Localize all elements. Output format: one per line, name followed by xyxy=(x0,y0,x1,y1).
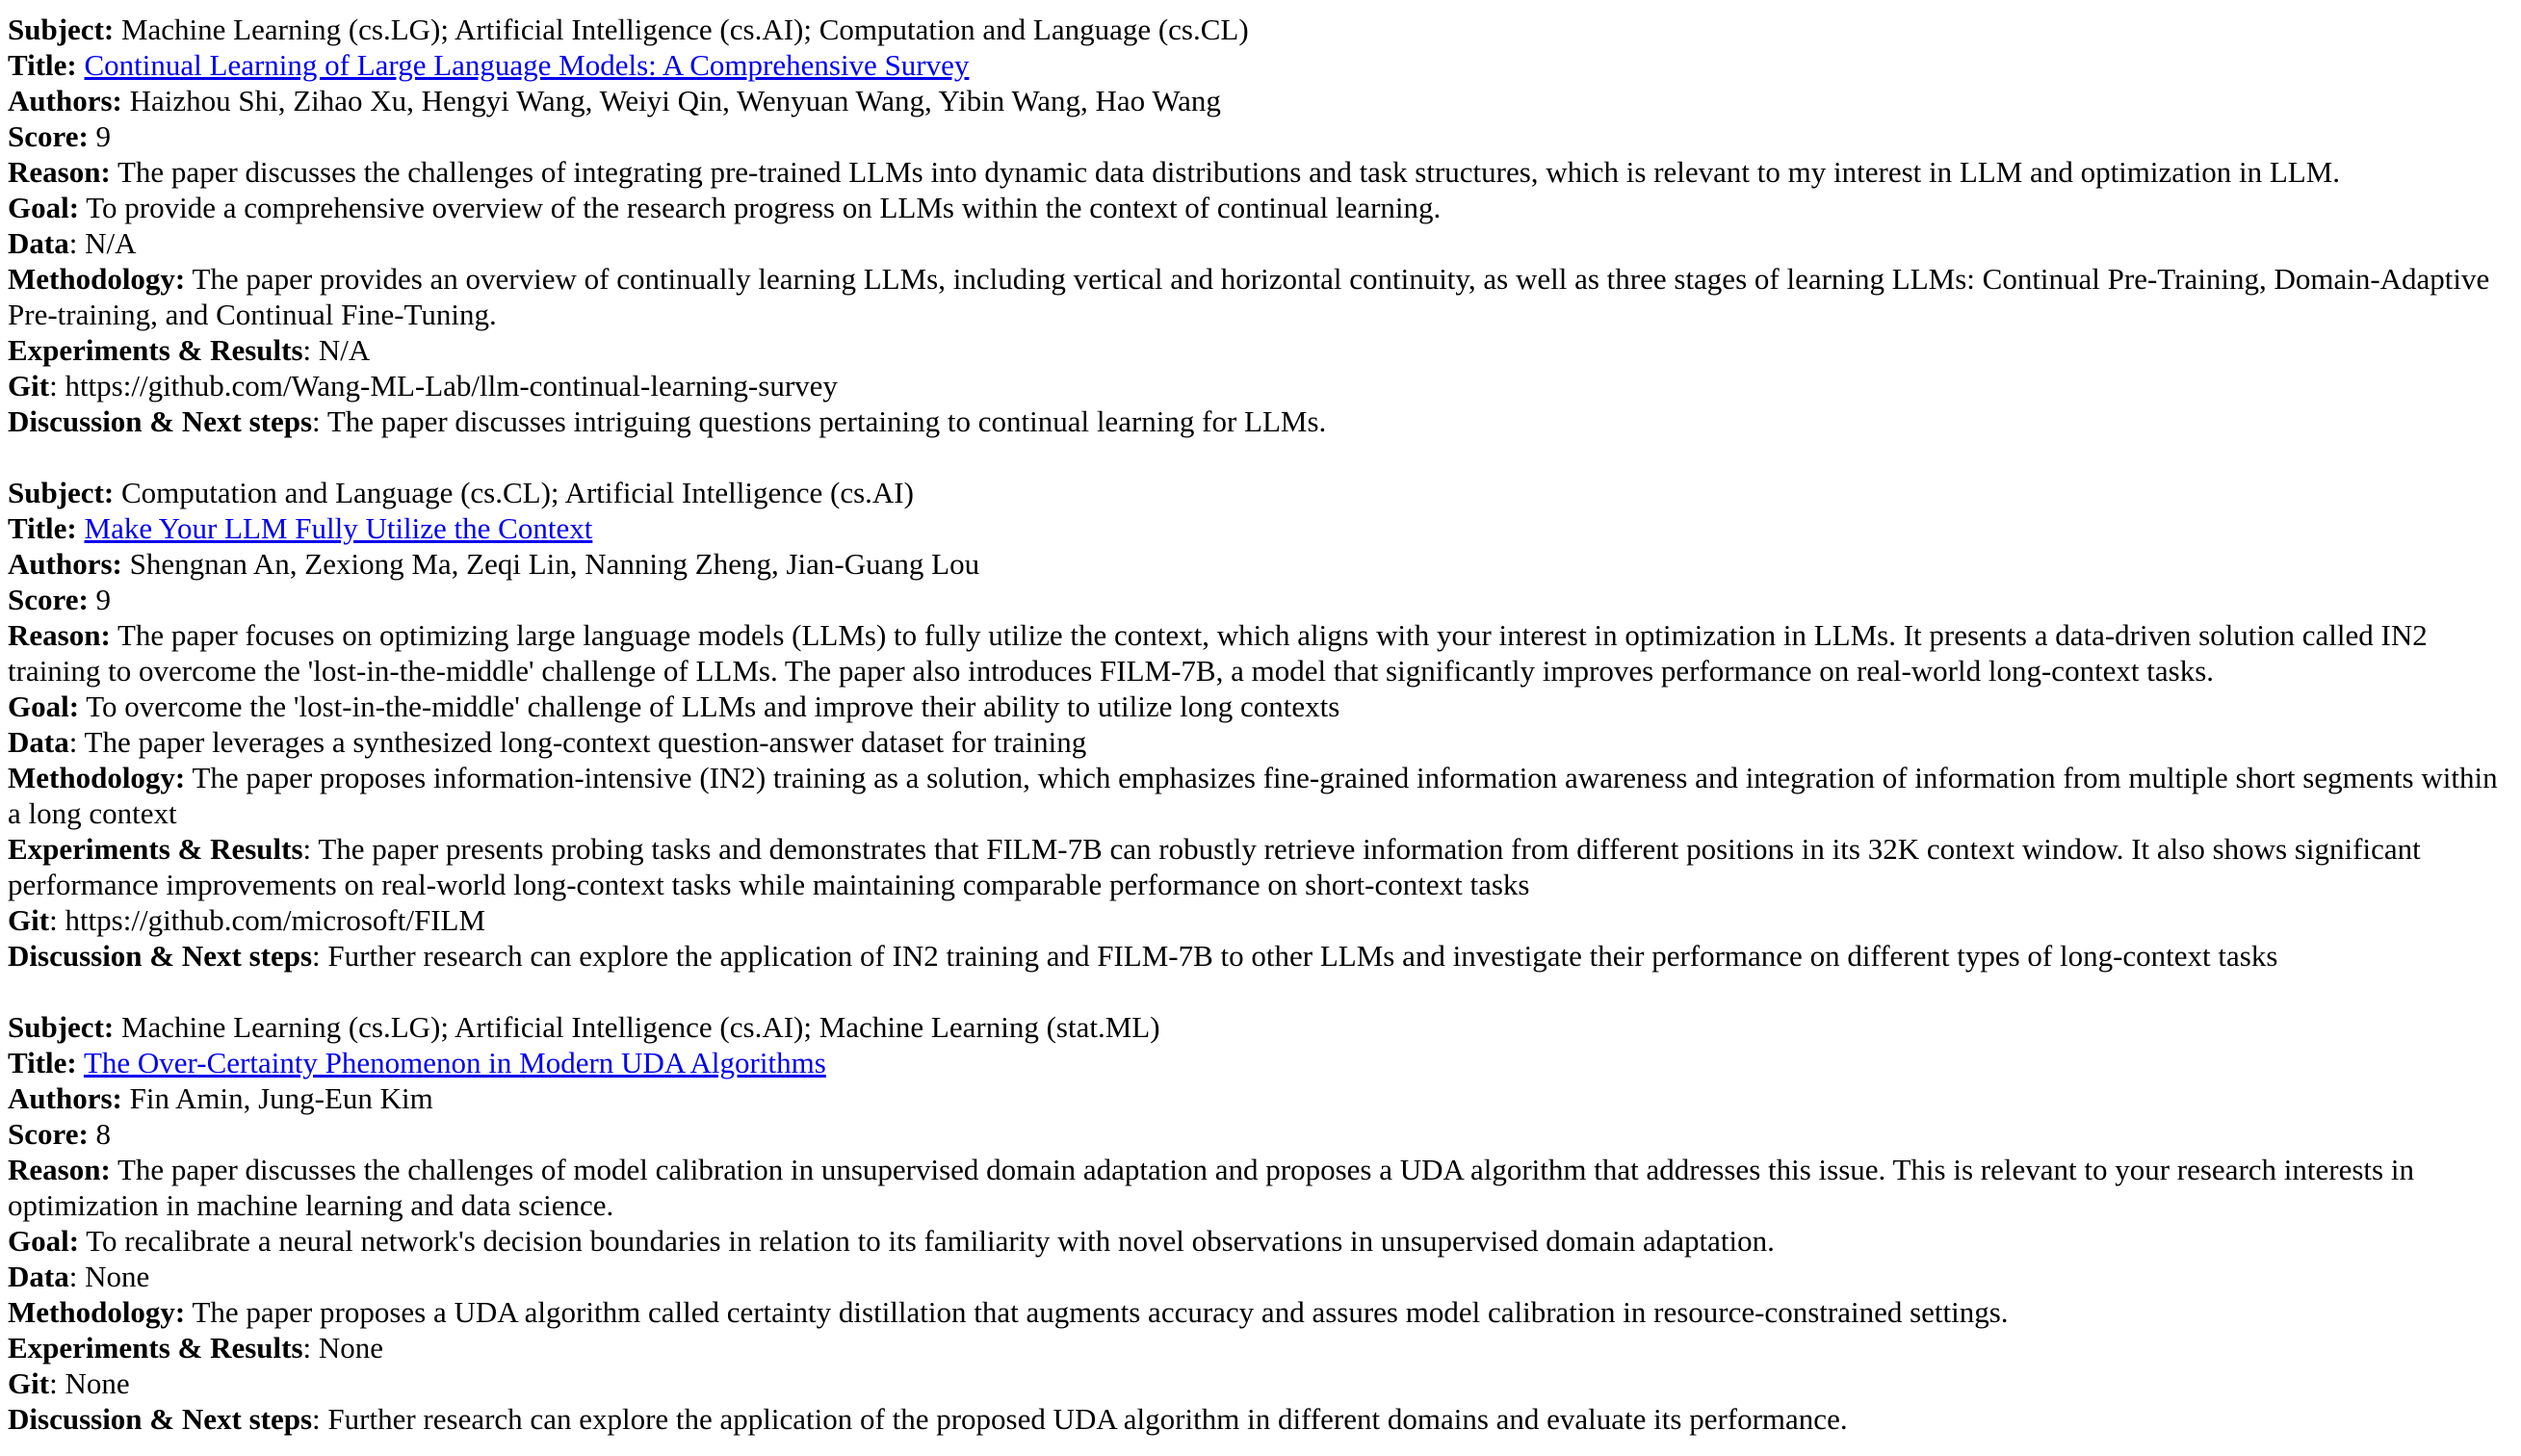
data-value: The paper leverages a synthesized long-context question-answer dataset for training xyxy=(84,725,1087,759)
subject-row xyxy=(8,475,2498,510)
git-label: Git xyxy=(8,1366,50,1400)
authors-row xyxy=(8,546,2498,582)
experiments-row: Experiments & Results: None xyxy=(8,1331,384,1365)
methodology-value: The paper proposes information-intensive (IN2) training as a solution, which emphasizes fine-grained information awareness and integration of information from multiple short segments within a long context xyxy=(8,761,2498,830)
title-label: Title: xyxy=(8,48,77,82)
methodology-value: The paper proposes a UDA algorithm called certainty distillation that augments accuracy and assures model calibration in resource-constrained settings. xyxy=(192,1295,2009,1329)
subject-label: Subject: xyxy=(8,476,115,509)
title-row xyxy=(8,1045,2498,1080)
score-row xyxy=(8,582,2498,617)
experiments-label: Experiments & Results xyxy=(8,333,303,367)
authors-value: Fin Amin, Jung-Eun Kim xyxy=(129,1081,433,1115)
discussion-row: Discussion & Next steps: The paper discusses intriguing questions pertaining to continual learning for LLMs. xyxy=(8,404,1327,438)
score-value: 9 xyxy=(95,583,112,616)
score-label: Score: xyxy=(8,119,89,153)
data-label: Data xyxy=(8,1260,69,1293)
reason-value: The paper discusses the challenges of model calibration in unsupervised domain adaptation and proposes a UDA algorithm that addresses this issue. This is relevant to your research interests in optimization in machine learning and data science. xyxy=(8,1153,2414,1222)
reason-label: Reason: xyxy=(8,155,111,189)
discussion-row: Discussion & Next steps: Further research can explore the application of the proposed UDA algorithm in different domains and evaluate its performance. xyxy=(8,1402,1848,1436)
title-label: Title: xyxy=(8,1046,77,1079)
git-value: https://github.com/microsoft/FILM xyxy=(65,903,486,937)
paper-title-link[interactable]: Continual Learning of Large Language Models: A Comprehensive Survey xyxy=(84,48,970,82)
title-row xyxy=(8,47,2498,83)
reason-row xyxy=(8,617,2498,689)
authors-value: Shengnan An, Zexiong Ma, Zeqi Lin, Nanning Zheng, Jian-Guang Lou xyxy=(129,547,980,581)
data-label: Data xyxy=(8,725,69,759)
git-value: None xyxy=(65,1366,130,1400)
score-label: Score: xyxy=(8,583,89,616)
reason-row xyxy=(8,154,2498,190)
discussion-value: Further research can explore the application of the proposed UDA algorithm in different domains and evaluate its performance. xyxy=(327,1402,1848,1436)
methodology-value: The paper provides an overview of continually learning LLMs, including vertical and horizontal continuity, as well as three stages of learning LLMs: Continual Pre-Training, Domain-Adaptive Pre-training, and Continual Fine-Tuning. xyxy=(8,262,2490,331)
authors-label: Authors: xyxy=(8,547,122,581)
goal-value: To provide a comprehensive overview of the research progress on LLMs within the context of continual learning. xyxy=(86,191,1442,224)
experiments-value: The paper presents probing tasks and demonstrates that FILM-7B can robustly retrieve information from different positions in its 32K context window. It also shows significant performance improvements on real-world long-context tasks while maintaining comparable performance on short-context tasks xyxy=(8,832,2421,901)
data-label: Data xyxy=(8,226,69,260)
subject-value: Machine Learning (cs.LG); Artificial Intelligence (cs.AI); Machine Learning (stat.ML) xyxy=(120,1010,1160,1044)
reason-label: Reason: xyxy=(8,1153,111,1186)
goal-label: Goal: xyxy=(8,191,80,224)
discussion-label: Discussion & Next steps xyxy=(8,404,313,438)
goal-row xyxy=(8,190,2498,225)
title-label: Title: xyxy=(8,511,77,545)
goal-row xyxy=(8,689,2498,724)
discussion-value: The paper discusses intriguing questions pertaining to continual learning for LLMs. xyxy=(326,404,1327,438)
data-row: Data: The paper leverages a synthesized long-context question-answer dataset for training xyxy=(8,725,1087,759)
authors-row xyxy=(8,1080,2498,1116)
paper-entry xyxy=(8,1009,2498,1437)
score-label: Score: xyxy=(8,1117,89,1151)
git-label: Git xyxy=(8,369,50,403)
methodology-row xyxy=(8,760,2498,831)
methodology-label: Methodology: xyxy=(8,761,186,794)
reason-value: The paper focuses on optimizing large language models (LLMs) to fully utilize the context, which aligns with your interest in optimization in LLMs. It presents a data-driven solution called IN2 training to overcome the 'lost-in-the-middle' challenge of LLMs. The paper also introduces FILM-7B, a model that significantly improves performance on real-world long-context tasks. xyxy=(8,618,2428,688)
reason-label: Reason: xyxy=(8,618,111,652)
goal-value: To recalibrate a neural network's decision boundaries in relation to its familiarity with novel observations in unsupervised domain adaptation. xyxy=(86,1224,1775,1258)
git-value: https://github.com/Wang-ML-Lab/llm-continual-learning-survey xyxy=(65,369,838,403)
paper-title-link[interactable]: The Over-Certainty Phenomenon in Modern UDA Algorithms xyxy=(83,1046,826,1079)
discussion-row: Discussion & Next steps: Further research can explore the application of IN2 training and FILM-7B to other LLMs and investigate their performance on different types of long-context tasks xyxy=(8,939,2278,973)
paper-title-link[interactable]: Make Your LLM Fully Utilize the Context xyxy=(84,511,593,545)
git-label: Git xyxy=(8,903,50,937)
methodology-row xyxy=(8,1294,2498,1330)
data-row: Data: N/A xyxy=(8,226,137,260)
discussion-value: Further research can explore the application of IN2 training and FILM-7B to other LLMs and investigate their performance on different types of long-context tasks xyxy=(327,939,2278,973)
paper-entry xyxy=(8,12,2498,439)
authors-label: Authors: xyxy=(8,1081,122,1115)
subject-value: Machine Learning (cs.LG); Artificial Intelligence (cs.AI); Computation and Language (cs.CL) xyxy=(120,13,1249,46)
paper-entry xyxy=(8,475,2498,974)
subject-label: Subject: xyxy=(8,1010,115,1044)
git-row: Git: https://github.com/microsoft/FILM xyxy=(8,903,486,937)
score-row xyxy=(8,1116,2498,1152)
subject-value: Computation and Language (cs.CL); Artificial Intelligence (cs.AI) xyxy=(120,476,914,509)
score-value: 9 xyxy=(95,119,112,153)
subject-row xyxy=(8,12,2498,47)
methodology-row xyxy=(8,261,2498,332)
score-row xyxy=(8,118,2498,154)
reason-row xyxy=(8,1152,2498,1223)
data-row: Data: None xyxy=(8,1260,150,1293)
discussion-label: Discussion & Next steps xyxy=(8,939,313,973)
data-value: None xyxy=(85,1260,150,1293)
goal-value: To overcome the 'lost-in-the-middle' challenge of LLMs and improve their ability to utilize long contexts xyxy=(86,689,1340,723)
experiments-label: Experiments & Results xyxy=(8,1331,303,1365)
title-row xyxy=(8,510,2498,546)
score-value: 8 xyxy=(95,1117,112,1151)
methodology-label: Methodology: xyxy=(8,1295,186,1329)
data-value: N/A xyxy=(85,226,137,260)
experiments-value: None xyxy=(318,1331,384,1365)
git-row: Git: None xyxy=(8,1366,130,1400)
goal-label: Goal: xyxy=(8,1224,80,1258)
git-row: Git: https://github.com/Wang-ML-Lab/llm-continual-learning-survey xyxy=(8,369,838,403)
goal-row xyxy=(8,1223,2498,1259)
experiments-value: N/A xyxy=(318,333,371,367)
reason-value: The paper discusses the challenges of integrating pre-trained LLMs into dynamic data distributions and task structures, which is relevant to my interest in LLM and optimization in LLM. xyxy=(117,155,2341,189)
methodology-label: Methodology: xyxy=(8,262,186,296)
subject-label: Subject: xyxy=(8,13,115,46)
experiments-label: Experiments & Results xyxy=(8,832,303,866)
experiments-row: Experiments & Results: N/A xyxy=(8,333,371,367)
goal-label: Goal: xyxy=(8,689,80,723)
discussion-label: Discussion & Next steps xyxy=(8,1402,313,1436)
experiments-row: Experiments & Results: The paper presents probing tasks and demonstrates that FILM-7B can robustly retrieve information from different positions in its 32K context window. It also shows significant performance improvements on real-world long-context tasks while maintaining comparable performance on short-context tasks xyxy=(8,832,2421,901)
authors-row xyxy=(8,83,2498,118)
subject-row xyxy=(8,1009,2498,1045)
authors-value: Haizhou Shi, Zihao Xu, Hengyi Wang, Weiyi Qin, Wenyuan Wang, Yibin Wang, Hao Wang xyxy=(129,84,1221,117)
authors-label: Authors: xyxy=(8,84,122,117)
